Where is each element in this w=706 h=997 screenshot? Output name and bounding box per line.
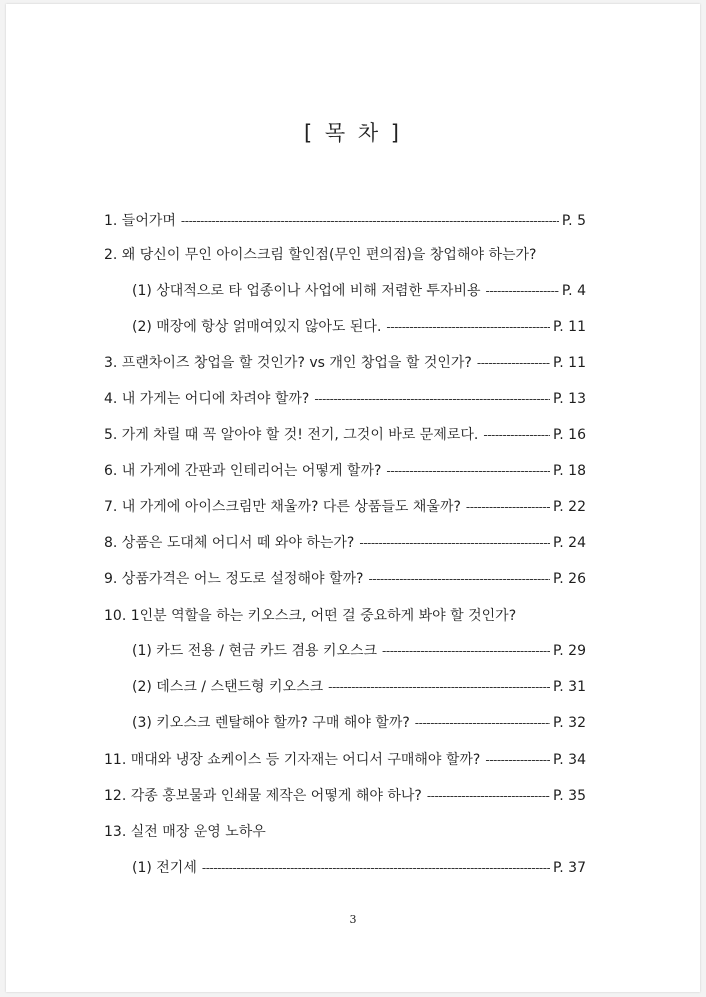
toc-subentry-2-2[interactable]: [132, 316, 586, 336]
toc-entry-page: P. 29: [553, 643, 586, 659]
toc-subentry-13-1[interactable]: [132, 857, 586, 877]
toc-entry-page: P. 34: [553, 752, 586, 768]
toc-entry-text: 4. 내 가게는 어디에 차려야 할까?: [104, 391, 310, 407]
toc-entry-11[interactable]: [104, 749, 586, 769]
toc-entry-8[interactable]: [104, 532, 586, 552]
toc-entry-text: 11. 매대와 냉장 쇼케이스 등 기자재는 어디서 구매해야 할까?: [104, 752, 481, 768]
document-page: [6, 4, 700, 992]
toc-entry-7[interactable]: [104, 496, 586, 516]
toc-entry-page: P. 26: [553, 571, 586, 587]
toc-entry-text: 10. 1인분 역할을 하는 키오스크, 어떤 걸 중요하게 봐야 할 것인가?: [104, 608, 517, 624]
toc-entry-page: P. 22: [553, 499, 586, 515]
toc-entry-text: (3) 키오스크 렌탈해야 할까? 구매 해야 할까?: [132, 715, 410, 731]
toc-entry-page: P. 16: [553, 427, 586, 443]
dot-leader: [368, 572, 550, 586]
toc-entry-text: 3. 프랜차이즈 창업을 할 것인가? vs 개인 창업을 할 것인가?: [104, 355, 472, 371]
toc-entry-page: P. 13: [553, 391, 586, 407]
toc-subentry-10-2[interactable]: [132, 676, 586, 696]
toc-entry-text: 6. 내 가게에 간판과 인테리어는 어떻게 할까?: [104, 463, 382, 479]
dot-leader: [314, 392, 550, 406]
toc-entry-13[interactable]: [104, 821, 266, 841]
toc-entry-page: P. 4: [561, 283, 586, 299]
dot-leader: [486, 284, 559, 298]
toc-entry-text: 13. 실전 매장 운영 노하우: [104, 824, 266, 840]
toc-entry-text: 12. 각종 홍보물과 인쇄물 제작은 어떻게 해야 하나?: [104, 788, 422, 804]
dot-leader: [483, 428, 550, 442]
dot-leader: [382, 644, 550, 658]
toc-subentry-10-1[interactable]: [132, 640, 586, 660]
dot-leader: [466, 500, 550, 514]
toc-entry-text: 2. 왜 당신이 무인 아이스크림 할인점(무인 편의점)을 창업해야 하는가?: [104, 247, 537, 263]
toc-entry-text: 8. 상품은 도대체 어디서 떼 와야 하는가?: [104, 535, 355, 551]
toc-entry-page: P. 35: [553, 788, 586, 804]
toc-entry-page: P. 37: [553, 860, 586, 876]
toc-entry-text: 9. 상품가격은 어느 정도로 설정해야 할까?: [104, 571, 364, 587]
dot-leader: [181, 214, 559, 228]
toc-entry-text: (1) 카드 전용 / 현금 카드 겸용 키오스크: [132, 643, 378, 659]
toc-entry-text: 5. 가게 차릴 때 꼭 알아야 할 것! 전기, 그것이 바로 문제로다.: [104, 427, 479, 443]
toc-entry-text: (2) 데스크 / 스탠드형 키오스크: [132, 679, 324, 695]
toc-entry-text: (2) 매장에 항상 얽매여있지 않아도 된다.: [132, 319, 382, 335]
dot-leader: [485, 753, 550, 767]
toc-entry-text: (1) 상대적으로 타 업종이나 사업에 비해 저렴한 투자비용: [132, 283, 481, 299]
dot-leader: [427, 789, 550, 803]
toc-entry-2[interactable]: [104, 244, 536, 264]
toc-entry-9[interactable]: [104, 568, 586, 588]
toc-entry-page: P. 32: [553, 715, 586, 731]
toc-subentry-2-1[interactable]: [132, 280, 586, 300]
toc-entry-page: P. 5: [561, 213, 586, 229]
dot-leader: [477, 356, 550, 370]
toc-entry-10[interactable]: [104, 605, 516, 625]
toc-entry-6[interactable]: [104, 460, 586, 480]
dot-leader: [202, 861, 550, 875]
toc-entry-4[interactable]: [104, 388, 586, 408]
toc-entry-page: P. 24: [553, 535, 586, 551]
toc-entry-page: P. 31: [553, 679, 586, 695]
toc-entry-page: P. 11: [553, 355, 586, 371]
page-number: 3: [349, 913, 357, 926]
toc-entry-text: 1. 들어가며: [104, 213, 176, 229]
dot-leader: [359, 536, 550, 550]
toc-entry-5[interactable]: [104, 424, 586, 444]
toc-entry-text: 7. 내 가게에 아이스크림만 채울까? 다른 상품들도 채울까?: [104, 499, 461, 515]
toc-entry-1[interactable]: [104, 210, 586, 230]
dot-leader: [415, 716, 550, 730]
toc-entry-page: P. 18: [553, 463, 586, 479]
toc-entry-page: P. 11: [553, 319, 586, 335]
dot-leader: [386, 464, 550, 478]
toc-entry-12[interactable]: [104, 785, 586, 805]
dot-leader: [328, 680, 550, 694]
toc-subentry-10-3[interactable]: [132, 712, 586, 732]
dot-leader: [386, 320, 550, 334]
toc-title: [ 목 차 ]: [304, 121, 402, 145]
toc-entry-3[interactable]: [104, 352, 586, 372]
toc-entry-text: (1) 전기세: [132, 860, 197, 876]
